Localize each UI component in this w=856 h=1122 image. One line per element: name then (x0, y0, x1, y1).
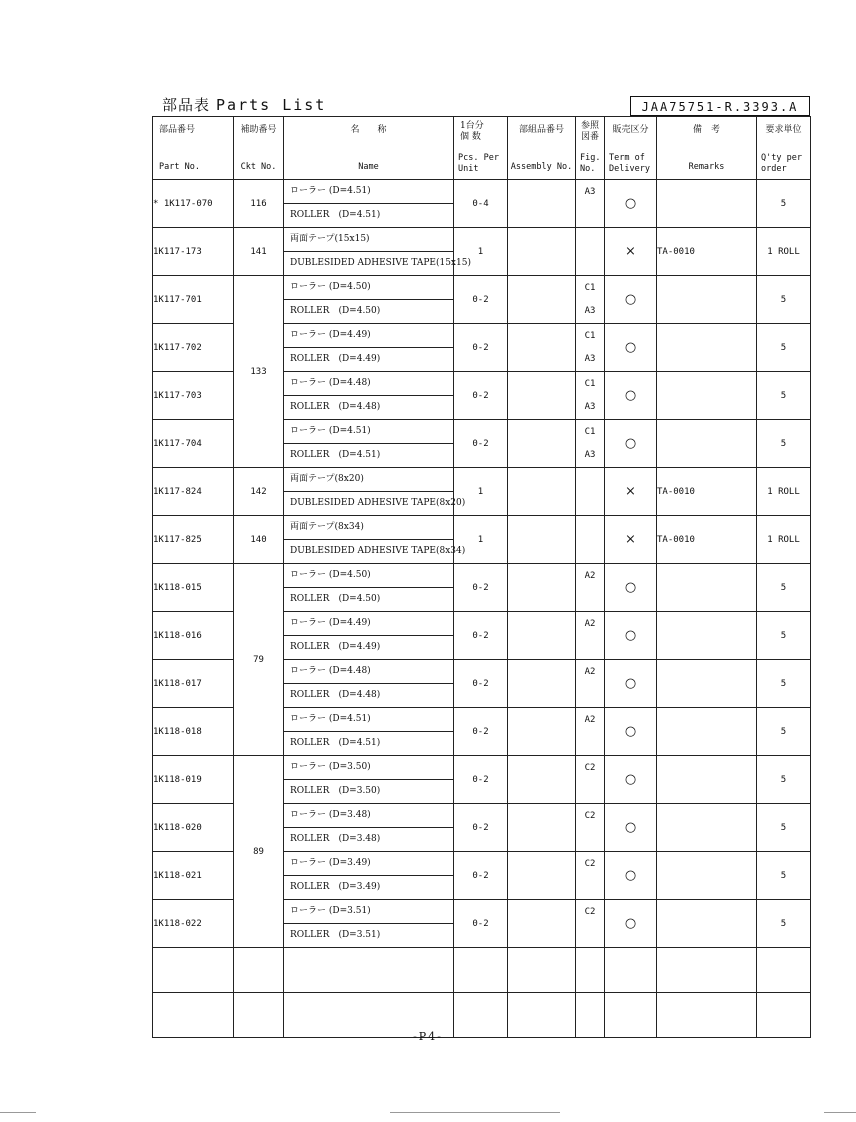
fig-number-1: C1 (584, 282, 596, 293)
fig-number-1: A2 (584, 666, 596, 677)
fig-number-2 (576, 252, 604, 275)
assembly-number (508, 372, 576, 420)
fig-number-1: C1 (584, 330, 596, 341)
pcs-per-unit: 0-2 (454, 660, 508, 708)
part-name-jp: ローラー (D=3.49) (290, 858, 371, 868)
title-en: Parts List (216, 96, 327, 114)
part-name (284, 900, 454, 948)
fig-number (576, 516, 605, 564)
fig-number-2 (576, 492, 604, 515)
fig-number-1: A3 (584, 186, 596, 197)
remarks (657, 708, 757, 756)
term-of-delivery: ○ (605, 420, 657, 468)
part-name (284, 516, 466, 564)
empty-row (153, 948, 811, 993)
qty-per-order: 5 (757, 708, 811, 756)
term-of-delivery: ○ (605, 852, 657, 900)
table-row (153, 516, 811, 564)
fig-number (576, 228, 605, 276)
part-name-en: ROLLER (D=4.51) (284, 443, 453, 467)
part-name-en: ROLLER (D=4.48) (284, 395, 453, 419)
remarks (657, 852, 757, 900)
table-body (153, 180, 811, 1038)
remarks (657, 564, 757, 612)
col-part-no: 部品番号 Part No. (153, 117, 234, 180)
term-of-delivery: ○ (605, 900, 657, 948)
fig-number (576, 708, 605, 756)
qty-per-order: 5 (757, 852, 811, 900)
assembly-number (508, 564, 576, 612)
part-name-en: ROLLER (D=4.50) (284, 299, 453, 323)
assembly-number (508, 852, 576, 900)
part-name (284, 612, 454, 660)
remarks (657, 804, 757, 852)
part-name-jp: ローラー (D=4.49) (290, 330, 371, 340)
part-number: 1K117-824 (153, 468, 234, 516)
part-name (284, 468, 466, 516)
pcs-per-unit: 0-2 (454, 564, 508, 612)
term-of-delivery: ○ (605, 708, 657, 756)
part-number: 1K118-016 (153, 612, 234, 660)
col-fig: 参照 図番 Fig. No. (576, 117, 605, 180)
fig-number-1: A2 (584, 618, 596, 629)
remarks (657, 180, 757, 228)
fig-number-1 (576, 469, 604, 492)
part-number: * 1K117-070 (153, 180, 234, 228)
table-row (153, 228, 811, 276)
term-of-delivery: ○ (605, 564, 657, 612)
part-number: 1K117-704 (153, 420, 234, 468)
qty-per-order: 5 (757, 276, 811, 324)
pcs-per-unit: 0-2 (454, 324, 508, 372)
part-name-en: ROLLER (D=4.51) (284, 203, 453, 227)
remarks (657, 420, 757, 468)
assembly-number (508, 276, 576, 324)
fig-number-1: A2 (584, 714, 596, 725)
part-name-jp: ローラー (D=3.51) (290, 906, 371, 916)
assembly-number (508, 612, 576, 660)
ckt-number: 79 (234, 564, 284, 756)
part-name-en: ROLLER (D=4.49) (284, 635, 453, 659)
term-of-delivery: ○ (605, 276, 657, 324)
scan-mark (824, 1112, 856, 1113)
part-name-en: ROLLER (D=3.48) (284, 827, 453, 851)
part-name (284, 228, 471, 276)
empty-cell (234, 948, 284, 993)
qty-per-order: 5 (757, 804, 811, 852)
empty-cell (657, 948, 757, 993)
part-name (284, 756, 454, 804)
fig-number-2: A3 (584, 401, 596, 412)
table-row (153, 276, 811, 324)
remarks (657, 756, 757, 804)
part-name-jp: ローラー (D=4.51) (290, 714, 371, 724)
assembly-number (508, 468, 576, 516)
part-number: 1K117-825 (153, 516, 234, 564)
table-row (153, 564, 811, 612)
part-name-en: ROLLER (D=4.50) (284, 587, 453, 611)
remarks (657, 612, 757, 660)
fig-number (576, 372, 605, 420)
fig-number-1: C1 (584, 426, 596, 437)
fig-number (576, 612, 605, 660)
empty-cell (454, 948, 508, 993)
assembly-number (508, 324, 576, 372)
part-name-jp: ローラー (D=3.48) (290, 810, 371, 820)
part-name (284, 804, 454, 852)
part-number: 1K118-019 (153, 756, 234, 804)
part-number: 1K118-018 (153, 708, 234, 756)
part-number: 1K117-173 (153, 228, 234, 276)
qty-per-order: 5 (757, 660, 811, 708)
fig-number-2 (576, 636, 604, 659)
part-name (284, 276, 454, 324)
fig-number (576, 756, 605, 804)
pcs-per-unit: 0-2 (454, 900, 508, 948)
term-of-delivery: ○ (605, 804, 657, 852)
scan-mark (0, 1112, 36, 1113)
part-name-jp: 両面テープ(8x34) (290, 522, 364, 532)
empty-cell (508, 948, 576, 993)
part-name (284, 420, 454, 468)
pcs-per-unit: 1 (454, 468, 508, 516)
fig-number-1: C1 (584, 378, 596, 389)
part-number: 1K117-701 (153, 276, 234, 324)
fig-number-1: A2 (584, 570, 596, 581)
fig-number (576, 468, 605, 516)
fig-number-2: A3 (584, 305, 596, 316)
fig-number (576, 276, 605, 324)
fig-number-2 (576, 588, 604, 611)
fig-number-2 (576, 540, 604, 563)
term-of-delivery: ○ (605, 324, 657, 372)
part-name-en: DUBLESIDED ADHESIVE TAPE(8x20) (284, 491, 453, 515)
remarks (657, 660, 757, 708)
part-name-jp: ローラー (D=4.50) (290, 570, 371, 580)
table-row (153, 756, 811, 804)
fig-number-1: C2 (584, 906, 596, 917)
document-number: JAA75751-R.3393.A (630, 96, 810, 116)
fig-number-2: A3 (584, 449, 596, 460)
ckt-number: 142 (234, 468, 284, 516)
empty-cell (153, 948, 234, 993)
part-name-en: ROLLER (D=4.51) (284, 731, 453, 755)
part-name-jp: ローラー (D=4.48) (290, 666, 371, 676)
part-name-jp: 両面テープ(15x15) (290, 234, 370, 244)
table-header-row (153, 117, 811, 180)
part-name-jp: ローラー (D=4.50) (290, 282, 371, 292)
part-name-jp: ローラー (D=4.48) (290, 378, 371, 388)
pcs-per-unit: 0-2 (454, 372, 508, 420)
pcs-per-unit: 0-2 (454, 804, 508, 852)
fig-number-2 (576, 204, 604, 227)
term-of-delivery: ○ (605, 372, 657, 420)
pcs-per-unit: 0-2 (454, 708, 508, 756)
col-remarks: 備 考 Remarks (657, 117, 757, 180)
fig-number-1: C2 (584, 762, 596, 773)
parts-list-title (162, 94, 326, 115)
fig-number-1 (576, 517, 604, 540)
remarks (657, 900, 757, 948)
pcs-per-unit: 0-2 (454, 420, 508, 468)
remarks (657, 324, 757, 372)
part-name (284, 372, 454, 420)
assembly-number (508, 420, 576, 468)
assembly-number (508, 708, 576, 756)
assembly-number (508, 180, 576, 228)
part-name-en: ROLLER (D=4.49) (284, 347, 453, 371)
assembly-number (508, 756, 576, 804)
part-number: 1K118-022 (153, 900, 234, 948)
pcs-per-unit: 0-4 (454, 180, 508, 228)
term-of-delivery: × (605, 468, 657, 516)
part-name (284, 180, 454, 228)
fig-number-2 (576, 828, 604, 851)
empty-cell (576, 948, 605, 993)
ckt-number: 116 (234, 180, 284, 228)
fig-number-1: C2 (584, 810, 596, 821)
part-number: 1K118-020 (153, 804, 234, 852)
pcs-per-unit: 0-2 (454, 276, 508, 324)
term-of-delivery: ○ (605, 180, 657, 228)
scan-mark (390, 1112, 560, 1113)
table-row (153, 180, 811, 228)
qty-per-order: 5 (757, 900, 811, 948)
remarks (657, 372, 757, 420)
part-name-jp: ローラー (D=4.51) (290, 426, 371, 436)
pcs-per-unit: 0-2 (454, 852, 508, 900)
ckt-number: 141 (234, 228, 284, 276)
assembly-number (508, 900, 576, 948)
part-number: 1K117-703 (153, 372, 234, 420)
assembly-number (508, 660, 576, 708)
remarks: TA-0010 (657, 516, 757, 564)
assembly-number (508, 516, 576, 564)
pcs-per-unit: 0-2 (454, 612, 508, 660)
ckt-number: 133 (234, 276, 284, 468)
remarks (657, 276, 757, 324)
fig-number (576, 420, 605, 468)
term-of-delivery: × (605, 228, 657, 276)
fig-number (576, 852, 605, 900)
fig-number-2 (576, 780, 604, 803)
part-name (284, 708, 454, 756)
fig-number-2 (576, 876, 604, 899)
fig-number (576, 180, 605, 228)
part-number: 1K118-021 (153, 852, 234, 900)
fig-number-2: A3 (584, 353, 596, 364)
fig-number-2 (576, 924, 604, 947)
term-of-delivery: ○ (605, 660, 657, 708)
part-name-jp: ローラー (D=3.50) (290, 762, 371, 772)
qty-per-order: 1 ROLL (757, 516, 811, 564)
empty-cell (284, 948, 454, 993)
assembly-number (508, 804, 576, 852)
part-name (284, 852, 454, 900)
table-row (153, 468, 811, 516)
part-name-en: ROLLER (D=3.49) (284, 875, 453, 899)
parts-table (152, 116, 811, 1038)
assembly-number (508, 228, 576, 276)
term-of-delivery: ○ (605, 756, 657, 804)
qty-per-order: 5 (757, 324, 811, 372)
fig-number (576, 900, 605, 948)
ckt-number: 140 (234, 516, 284, 564)
fig-number (576, 804, 605, 852)
part-name (284, 564, 454, 612)
part-name-jp: ローラー (D=4.49) (290, 618, 371, 628)
col-pcs: 1台分 個 数 Pcs. Per Unit (454, 117, 508, 180)
ckt-number: 89 (234, 756, 284, 948)
pcs-per-unit: 1 (454, 228, 508, 276)
col-qty: 要求単位 Q'ty per order (757, 117, 811, 180)
qty-per-order: 5 (757, 372, 811, 420)
part-name-en: ROLLER (D=3.51) (284, 923, 453, 947)
pcs-per-unit: 1 (454, 516, 508, 564)
qty-per-order: 5 (757, 420, 811, 468)
term-of-delivery: × (605, 516, 657, 564)
fig-number-2 (576, 732, 604, 755)
qty-per-order: 1 ROLL (757, 228, 811, 276)
part-name-en: DUBLESIDED ADHESIVE TAPE(8x34) (284, 539, 453, 563)
part-number: 1K117-702 (153, 324, 234, 372)
fig-number (576, 660, 605, 708)
qty-per-order: 5 (757, 756, 811, 804)
empty-cell (605, 948, 657, 993)
col-term: 販売区分 Term of Delivery (605, 117, 657, 180)
part-name-jp: ローラー (D=4.51) (290, 186, 371, 196)
col-ckt-no: 補助番号 Ckt No. (234, 117, 284, 180)
qty-per-order: 1 ROLL (757, 468, 811, 516)
part-number: 1K118-017 (153, 660, 234, 708)
fig-number-1: C2 (584, 858, 596, 869)
col-name: 名 称 Name (284, 117, 454, 180)
fig-number (576, 564, 605, 612)
qty-per-order: 5 (757, 612, 811, 660)
term-of-delivery: ○ (605, 612, 657, 660)
remarks: TA-0010 (657, 468, 757, 516)
remarks: TA-0010 (657, 228, 757, 276)
fig-number (576, 324, 605, 372)
qty-per-order: 5 (757, 180, 811, 228)
page-number: -P4- (413, 1030, 443, 1043)
part-name-jp: 両面テープ(8x20) (290, 474, 364, 484)
part-name (284, 324, 454, 372)
part-name-en: DUBLESIDED ADHESIVE TAPE(15x15) (284, 251, 453, 275)
fig-number-2 (576, 684, 604, 707)
part-name-en: ROLLER (D=3.50) (284, 779, 453, 803)
title-jp: 部品表 (162, 96, 211, 114)
part-name (284, 660, 454, 708)
pcs-per-unit: 0-2 (454, 756, 508, 804)
fig-number-1 (576, 229, 604, 252)
empty-cell (757, 948, 811, 993)
part-number: 1K118-015 (153, 564, 234, 612)
part-name-en: ROLLER (D=4.48) (284, 683, 453, 707)
qty-per-order: 5 (757, 564, 811, 612)
col-assembly: 部組品番号 Assembly No. (508, 117, 576, 180)
